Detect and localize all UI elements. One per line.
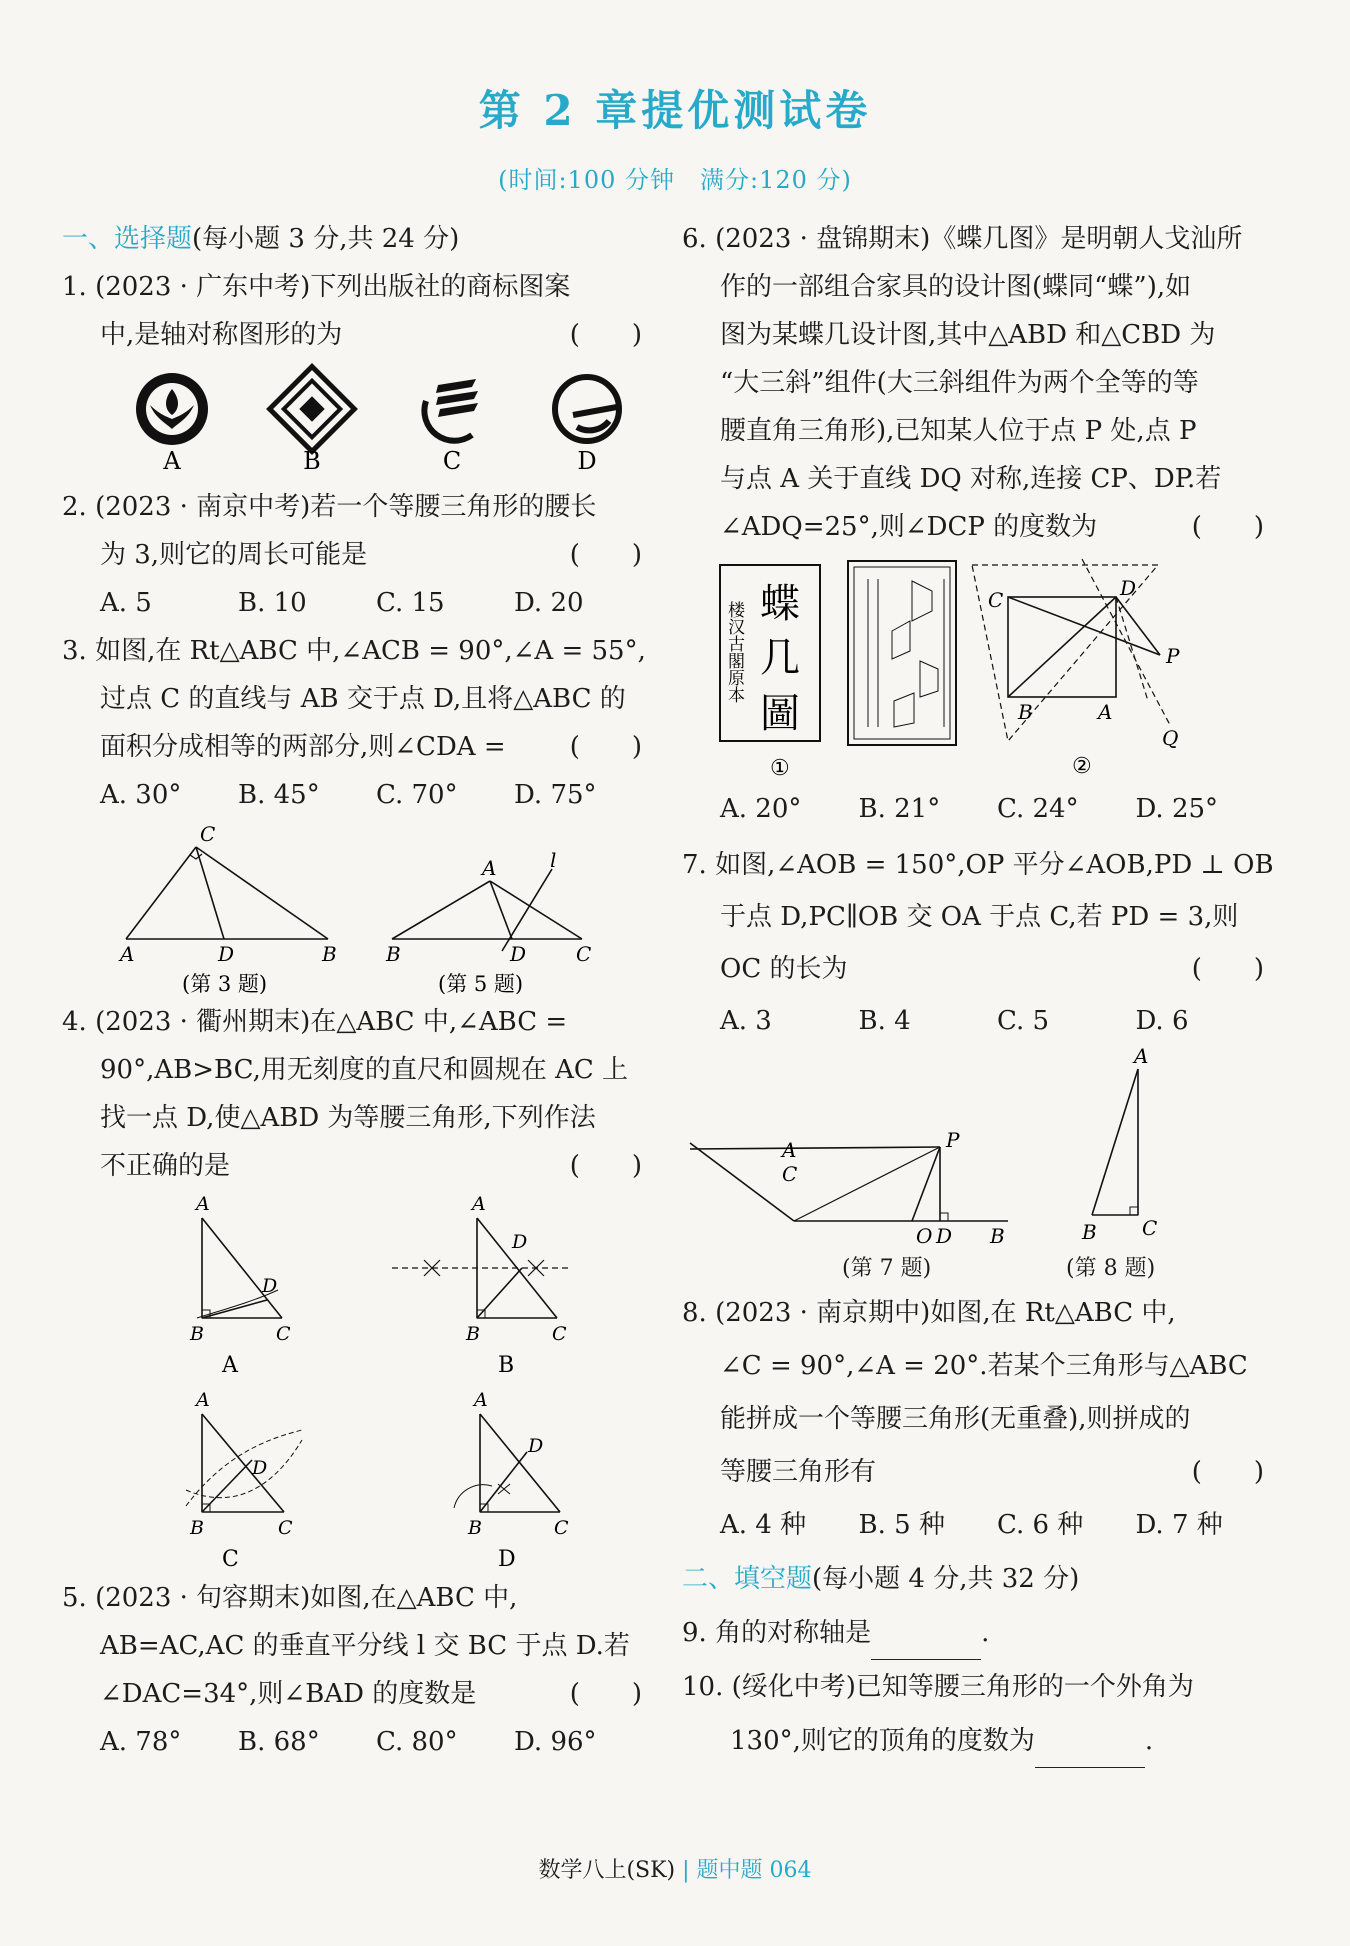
q6-options: A. 20° B. 21° C. 24° D. 25°	[720, 794, 1219, 824]
question-10: 10. (绥化中考)已知等腰三角形的一个外角为 130°,则它的顶角的度数为 .	[682, 1660, 1274, 1768]
svg-text:①: ①	[770, 756, 790, 781]
figure-5-caption: (第 5 题)	[438, 972, 524, 994]
svg-text:C: C	[222, 1547, 239, 1570]
svg-text:B: B	[990, 1224, 1005, 1247]
figure-3-caption: (第 3 题)	[182, 972, 268, 994]
svg-text:B: B	[190, 1517, 204, 1539]
svg-text:A: A	[120, 942, 135, 966]
q9-answer-blank[interactable]	[871, 1629, 981, 1660]
q1-logos	[62, 359, 652, 479]
question-7: 7. 如图,∠AOB = 150°,OP 平分∠AOB,PD ⊥ OB 于点 D,PC∥OB 交 OA 于点 C,若 PD = 3,则 OC 的长为 ( ) A. 3 B. 4 C. 5 D. 6	[682, 839, 1274, 1047]
svg-text:D: D	[510, 942, 527, 966]
svg-text:D: D	[252, 1457, 268, 1479]
figure-3	[126, 847, 328, 939]
question-4: 4. (2023 · 衢州期末)在△ABC 中,∠ABC = 90°,AB>BC,用无刻度的直尺和圆规在 AC 上 找一点 D,使△ABD 为等腰三角形,下列作法 不正确的是 ( ) A B C D A A B C D B A B C D C A B C D D	[62, 998, 652, 1574]
svg-text:P: P	[946, 1128, 960, 1152]
svg-text:C: C	[576, 942, 592, 966]
svg-text:D: D	[218, 942, 235, 966]
logo-option-c: C	[442, 447, 462, 475]
logo-c-icon	[424, 379, 478, 441]
svg-text:C: C	[554, 1517, 569, 1539]
svg-text:B: B	[466, 1323, 480, 1345]
question-5: 5. (2023 · 句容期末)如图,在△ABC 中, AB=AC,AC 的垂直平分线 l 交 BC 于点 D.若 ∠DAC=34°,则∠BAD 的度数是 ( ) A. 78° B. 68° C. 80° D. 96°	[62, 1574, 652, 1766]
svg-text:D: D	[512, 1231, 528, 1253]
figures-3-5	[62, 819, 652, 994]
question-3: 3. 如图,在 Rt△ABC 中,∠ACB = 90°,∠A = 55°, 过点 C 的直线与 AB 交于点 D,且将△ABC 的 面积分成相等的两部分,则∠CDA = ( ) A. 30° B. 45° C. 70° D. 75°	[62, 627, 652, 819]
svg-text:B: B	[386, 942, 401, 966]
q6-design-sheet	[868, 579, 944, 727]
section1-heading: 一、选择题(每小题 3 分,共 24 分)	[62, 224, 460, 254]
q6-figure-2	[972, 559, 1170, 741]
svg-text:P: P	[1166, 644, 1180, 668]
page-subtitle: (时间:100 分钟 满分:120 分)	[498, 166, 852, 194]
q4-figure-c	[186, 1414, 302, 1512]
q4-figure-a	[197, 1218, 282, 1318]
q3-options: A. 30° B. 45° C. 70° D. 75°	[100, 780, 597, 810]
section2-heading: 二、填空题(每小题 4 分,共 32 分)	[682, 1564, 1080, 1594]
q8-options: A. 4 种 B. 5 种 C. 6 种 D. 7 种	[720, 1510, 1223, 1540]
footer-page: 题中题 064	[696, 1858, 812, 1883]
q6-side-text: 楼汉古閣原本	[724, 601, 744, 703]
svg-text:A: A	[222, 1353, 238, 1378]
question-8: 8. (2023 · 南京期中)如图,在 Rt△ABC 中, ∠C = 90°,∠A = 20°.若某个三角形与△ABC 能拼成一个等腰三角形(无重叠),则拼成的 等腰三角形有 ( ) A. 4 种 B. 5 种 C. 6 种 D. 7 种	[682, 1287, 1274, 1552]
logo-d-icon	[555, 377, 619, 441]
left-column	[62, 215, 652, 1766]
q6-calligraphy-2: 几	[760, 635, 800, 681]
logo-option-b: B	[303, 447, 321, 475]
svg-text:②: ②	[1072, 754, 1092, 779]
figure-7	[690, 1143, 1008, 1221]
svg-text:A: A	[1134, 1047, 1149, 1068]
svg-text:Q: Q	[1162, 726, 1179, 750]
question-1: 1. (2023 · 广东中考)下列出版社的商标图案 中,是轴对称图形的为 ( ) A B C D	[62, 263, 652, 483]
svg-text:B: B	[1018, 700, 1033, 724]
svg-text:C: C	[782, 1162, 798, 1186]
q4-figure-d	[454, 1414, 560, 1512]
svg-text:D: D	[498, 1547, 516, 1570]
footer-book: 数学八上(SK)	[538, 1858, 676, 1883]
svg-text:C: C	[276, 1323, 291, 1345]
svg-text:D: D	[936, 1224, 953, 1247]
svg-text:D: D	[1120, 576, 1137, 600]
right-column	[682, 215, 1274, 1768]
svg-text:C: C	[1142, 1216, 1158, 1240]
question-6: 6. (2023 · 盘锦期末)《蝶几图》是明朝人戈汕所 作的一部组合家具的设计图(蝶同“蝶”),如 图为某蝶几设计图,其中△ABD 和△CBD 为 “大三斜”组件(大三斜组件为两个全等的等 腰直角三角形),已知某人位于点 P 处,点 P 与点 A 关于直线 DQ 对称,连接 CP、DP.若 ∠ADQ=25°,则∠DCP 的度数为 ( ) 楼汉古閣原本 蝶 几 圖 C D P B A Q ① ② A. 20° B. 21° C. 24° D. 25°	[682, 215, 1274, 833]
figure-8-caption: (第 8 题)	[1066, 1256, 1156, 1281]
q4-figure-b	[392, 1218, 572, 1318]
q6-calligraphy-1: 蝶	[760, 581, 800, 627]
figures-7-8	[682, 1047, 1274, 1247]
svg-text:B: B	[468, 1517, 482, 1539]
svg-text:l: l	[550, 848, 557, 872]
svg-text:B: B	[322, 942, 337, 966]
q5-options: A. 78° B. 68° C. 80° D. 96°	[100, 1727, 597, 1757]
svg-text:A: A	[196, 1193, 210, 1215]
q7-options: A. 3 B. 4 C. 5 D. 6	[720, 1006, 1189, 1036]
figure-5	[392, 869, 582, 951]
question-9: 9. 角的对称轴是 .	[682, 1606, 1274, 1660]
figure-7-caption: (第 7 题)	[842, 1256, 932, 1281]
svg-text:A: A	[782, 1138, 797, 1162]
figure-8	[1092, 1069, 1138, 1215]
page-title: 第 2 章提优测试卷	[478, 86, 872, 135]
logo-option-a: A	[163, 447, 181, 475]
q6-figures	[682, 551, 1274, 781]
svg-text:A: A	[472, 1193, 486, 1215]
svg-text:B: B	[190, 1323, 204, 1345]
svg-text:C: C	[988, 588, 1004, 612]
page-footer: 数学八上(SK) | 题中题 064	[538, 1858, 812, 1883]
svg-text:O: O	[916, 1224, 933, 1247]
q2-options: A. 5 B. 10 C. 15 D. 20	[100, 588, 584, 618]
svg-text:A: A	[474, 1389, 488, 1411]
svg-text:C: C	[200, 822, 216, 846]
q6-calligraphy-3: 圖	[760, 691, 800, 737]
q6-figure-1	[720, 561, 956, 745]
svg-text:C: C	[278, 1517, 293, 1539]
svg-text:A: A	[196, 1389, 210, 1411]
svg-text:B: B	[498, 1353, 515, 1378]
svg-text:D: D	[262, 1275, 278, 1297]
svg-text:A: A	[1098, 700, 1113, 724]
logo-option-d: D	[577, 447, 597, 475]
question-2: 2. (2023 · 南京中考)若一个等腰三角形的腰长 为 3,则它的周长可能是 ( ) A. 5 B. 10 C. 15 D. 20	[62, 483, 652, 627]
logo-a-icon	[136, 373, 208, 445]
svg-text:A: A	[482, 856, 497, 880]
logo-b-icon	[270, 367, 355, 452]
q10-answer-blank[interactable]	[1035, 1737, 1145, 1768]
svg-text:C: C	[552, 1323, 567, 1345]
q4-constructions	[62, 1190, 652, 1570]
svg-text:D: D	[528, 1435, 544, 1457]
svg-text:B: B	[1082, 1220, 1097, 1244]
